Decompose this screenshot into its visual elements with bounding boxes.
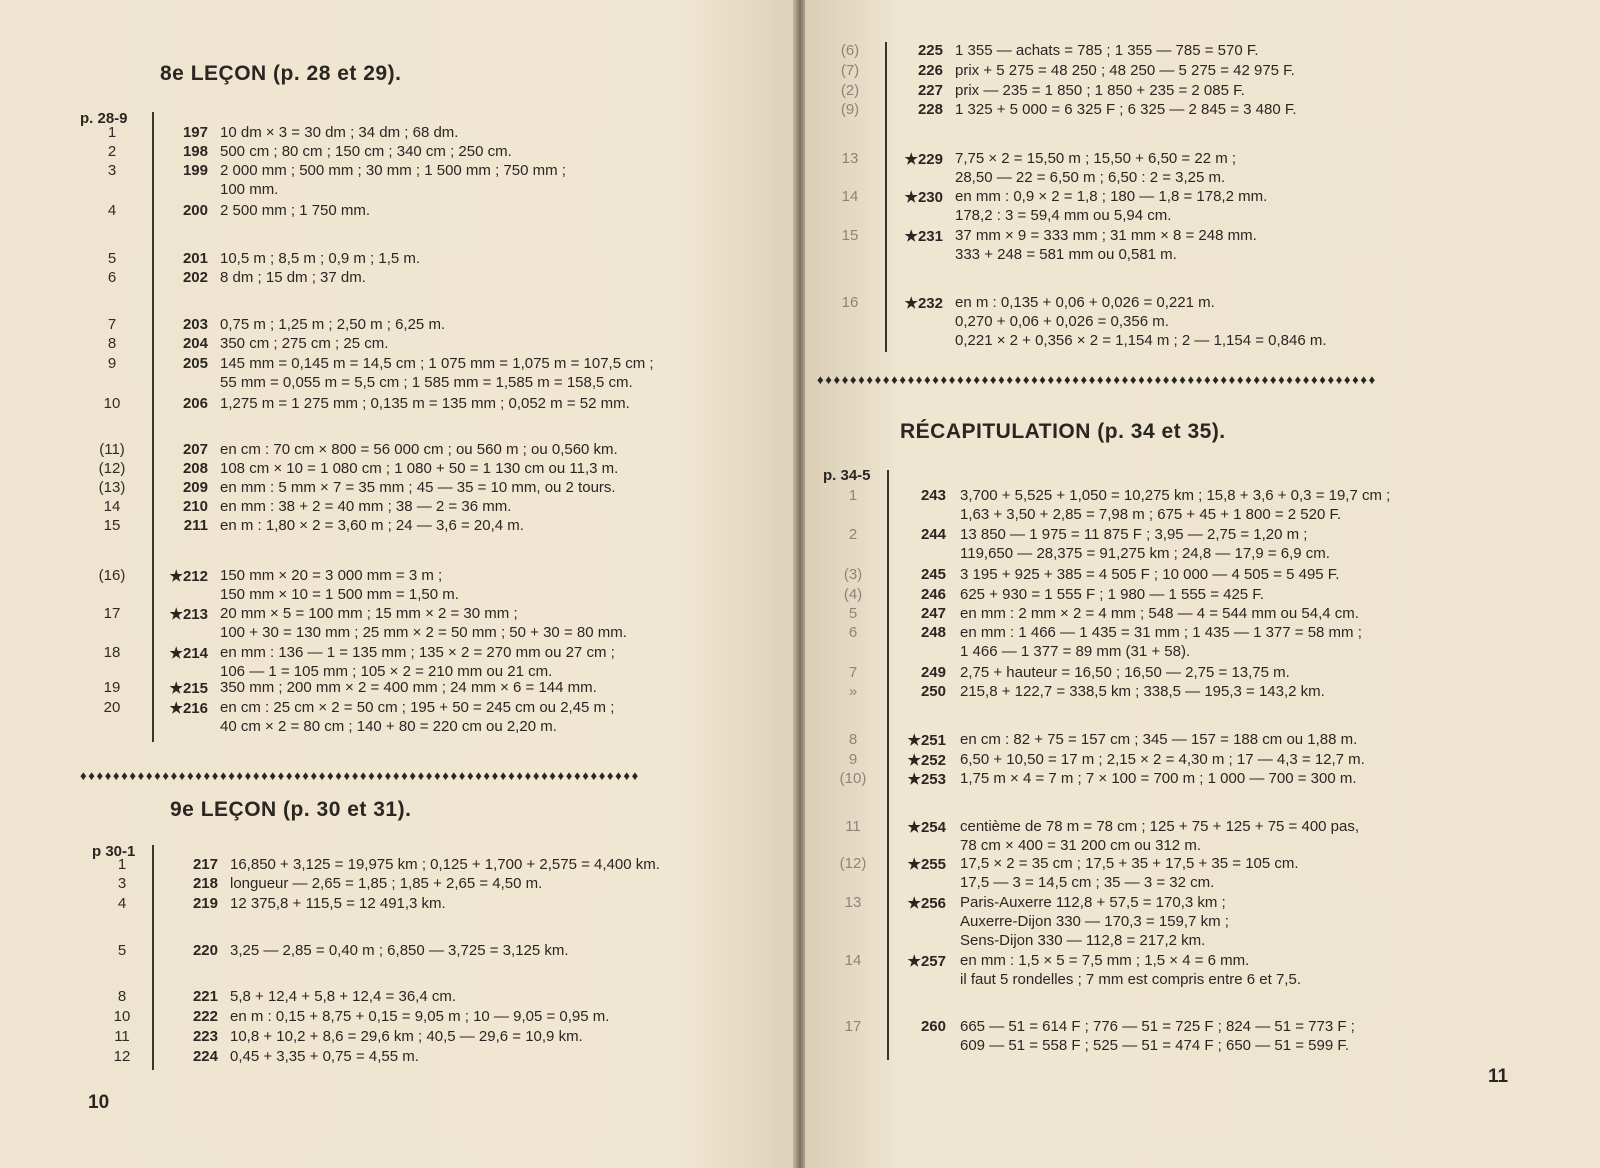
- exercise-number: 5: [117, 942, 127, 959]
- answer-line: 8 dm ; 15 dm ; 37 dm.: [220, 269, 366, 286]
- exercise-number: 1: [107, 124, 117, 141]
- answer-number: 208: [182, 460, 208, 477]
- exercise-number: 19: [103, 679, 121, 696]
- answer-line: 500 cm ; 80 cm ; 150 cm ; 340 cm ; 250 cm.: [220, 143, 512, 160]
- exercise-number: 11: [845, 818, 861, 835]
- answer-line: 17,5 — 3 = 14,5 cm ; 35 — 3 = 32 cm.: [960, 874, 1215, 891]
- answer-line: en cm : 70 cm × 800 = 56 000 cm ; ou 560 m ; ou 0,560 km.: [220, 441, 618, 458]
- answer-line: Sens-Dijon 330 — 112,8 = 217,2 km.: [960, 932, 1206, 949]
- answer-number: ★213: [169, 606, 208, 623]
- exercise-number: (4): [843, 586, 863, 603]
- exercise-number: 9: [848, 751, 858, 768]
- answer-number: ★252: [907, 752, 946, 769]
- answer-line: 2 000 mm ; 500 mm ; 30 mm ; 1 500 mm ; 750 mm ;: [220, 162, 566, 179]
- answer-line: 20 mm × 5 = 100 mm ; 15 mm × 2 = 30 mm ;: [220, 605, 518, 622]
- answer-line: 150 mm × 20 = 3 000 mm = 3 m ;: [220, 567, 443, 584]
- answer-number: 210: [182, 498, 208, 515]
- answer-line: 108 cm × 10 = 1 080 cm ; 1 080 + 50 = 1 130 cm ou 11,3 m.: [220, 460, 619, 477]
- answer-line: 10,5 m ; 8,5 m ; 0,9 m ; 1,5 m.: [220, 250, 421, 267]
- answer-number: 209: [182, 479, 208, 496]
- answer-line: en mm : 2 mm × 2 = 4 mm ; 548 — 4 = 544 mm ou 54,4 cm.: [960, 605, 1359, 622]
- answer-line: prix — 235 = 1 850 ; 1 850 + 235 = 2 085 F.: [955, 82, 1245, 99]
- answer-line: 37 mm × 9 = 333 mm ; 31 mm × 8 = 248 mm.: [955, 227, 1257, 244]
- answer-number: 197: [182, 124, 208, 141]
- answer-number: 203: [182, 316, 208, 333]
- answer-number: 244: [920, 526, 946, 543]
- answer-number: 206: [182, 395, 208, 412]
- answer-number: 218: [192, 875, 218, 892]
- answer-number: 219: [192, 895, 218, 912]
- answer-number: 221: [192, 988, 218, 1005]
- answer-line: 2,75 + hauteur = 16,50 ; 16,50 — 2,75 = 13,75 m.: [960, 664, 1290, 681]
- lesson-8-title: 8e LEÇON (p. 28 et 29).: [160, 62, 402, 85]
- exercise-number: 18: [103, 644, 121, 661]
- exercise-number: »: [848, 683, 858, 700]
- exercise-number: 14: [103, 498, 121, 515]
- exercise-number: 10: [113, 1008, 131, 1025]
- answer-number: ★254: [907, 819, 946, 836]
- answer-number: 207: [182, 441, 208, 458]
- recap-title: RÉCAPITULATION (p. 34 et 35).: [900, 420, 1226, 443]
- answer-line: en cm : 25 cm × 2 = 50 cm ; 195 + 50 = 245 cm ou 2,45 m ;: [220, 699, 615, 716]
- exercise-number: (16): [98, 567, 126, 584]
- answer-number: 250: [920, 683, 946, 700]
- lesson-8-page-ref: p. 28-9: [80, 110, 128, 127]
- page-number-left: 10: [88, 1092, 110, 1113]
- exercise-number: 20: [103, 699, 121, 716]
- answer-number: 205: [182, 355, 208, 372]
- answer-number: 217: [192, 856, 218, 873]
- recap-page-ref: p. 34-5: [823, 467, 871, 484]
- answer-number: 199: [182, 162, 208, 179]
- section-divider: ♦♦♦♦♦♦♦♦♦♦♦♦♦♦♦♦♦♦♦♦♦♦♦♦♦♦♦♦♦♦♦♦♦♦♦♦♦♦♦♦♦♦♦♦♦♦♦♦♦♦♦♦♦♦♦♦♦♦♦♦♦♦♦♦♦♦♦♦: [80, 768, 640, 783]
- answer-line: en mm : 1,5 × 5 = 7,5 mm ; 1,5 × 4 = 6 mm.: [960, 952, 1250, 969]
- answer-line: 1,75 m × 4 = 7 m ; 7 × 100 = 700 m ; 1 000 — 700 = 300 m.: [960, 770, 1357, 787]
- answer-line: prix + 5 275 = 48 250 ; 48 250 — 5 275 = 42 975 F.: [955, 62, 1295, 79]
- answer-line: 625 + 930 = 1 555 F ; 1 980 — 1 555 = 425 F.: [960, 586, 1264, 603]
- answer-line: 350 cm ; 275 cm ; 25 cm.: [220, 335, 389, 352]
- answer-line: en mm : 5 mm × 7 = 35 mm ; 45 — 35 = 10 mm, ou 2 tours.: [220, 479, 616, 496]
- exercise-number: 15: [841, 227, 859, 244]
- answer-line: longueur — 2,65 = 1,85 ; 1,85 + 2,65 = 4,50 m.: [230, 875, 543, 892]
- lesson-9-page-ref: p 30-1: [92, 843, 136, 860]
- exercise-number: 7: [107, 316, 117, 333]
- answer-number: ★251: [907, 732, 946, 749]
- answer-number: 260: [920, 1018, 946, 1035]
- exercise-number: 4: [107, 202, 117, 219]
- answer-number: ★230: [904, 189, 943, 206]
- answer-number: 243: [920, 487, 946, 504]
- page-number-right: 11: [1488, 1066, 1509, 1087]
- lesson-9-title: 9e LEÇON (p. 30 et 31).: [170, 798, 412, 821]
- answer-line: 10 dm × 3 = 30 dm ; 34 dm ; 68 dm.: [220, 124, 459, 141]
- answer-line: en m : 1,80 × 2 = 3,60 m ; 24 — 3,6 = 20,4 m.: [220, 517, 524, 534]
- exercise-number: (2): [840, 82, 860, 99]
- answer-number: 245: [920, 566, 946, 583]
- exercise-number: 8: [107, 335, 117, 352]
- exercise-number: 1: [117, 856, 127, 873]
- exercise-number: (6): [840, 42, 860, 59]
- answer-line: 333 + 248 = 581 mm ou 0,581 m.: [955, 246, 1177, 263]
- lesson-9-column-rule: [152, 845, 154, 1070]
- answer-line: 78 cm × 400 = 31 200 cm ou 312 m.: [960, 837, 1201, 854]
- answer-line: 178,2 : 3 = 59,4 mm ou 5,94 cm.: [955, 207, 1172, 224]
- answer-line: 215,8 + 122,7 = 338,5 km ; 338,5 — 195,3 = 143,2 km.: [960, 683, 1325, 700]
- exercise-number: 6: [107, 269, 117, 286]
- answer-number: 247: [920, 605, 946, 622]
- answer-line: 0,221 × 2 + 0,356 × 2 = 1,154 m ; 2 — 1,154 = 0,846 m.: [955, 332, 1327, 349]
- answer-line: 2 500 mm ; 1 750 mm.: [220, 202, 371, 219]
- answer-line: 1 466 — 1 377 = 89 mm (31 + 58).: [960, 643, 1191, 660]
- section-divider-right: ♦♦♦♦♦♦♦♦♦♦♦♦♦♦♦♦♦♦♦♦♦♦♦♦♦♦♦♦♦♦♦♦♦♦♦♦♦♦♦♦♦♦♦♦♦♦♦♦♦♦♦♦♦♦♦♦♦♦♦♦♦♦♦♦♦♦♦♦: [817, 372, 1377, 387]
- answer-line: 6,50 + 10,50 = 17 m ; 2,15 × 2 = 4,30 m ; 17 — 4,3 = 12,7 m.: [960, 751, 1365, 768]
- exercise-number: 8: [117, 988, 127, 1005]
- answer-line: 145 mm = 0,145 m = 14,5 cm ; 1 075 mm = 1,075 m = 107,5 cm ;: [220, 355, 654, 372]
- answer-line: 3,25 — 2,85 = 0,40 m ; 6,850 — 3,725 = 3,125 km.: [230, 942, 569, 959]
- exercise-number: (10): [839, 770, 867, 787]
- left-page: [0, 0, 795, 1168]
- answer-number: 202: [182, 269, 208, 286]
- answer-line: en mm : 38 + 2 = 40 mm ; 38 — 2 = 36 mm.: [220, 498, 512, 515]
- answer-line: 3,700 + 5,525 + 1,050 = 10,275 km ; 15,8 + 3,6 + 0,3 = 19,7 cm ;: [960, 487, 1391, 504]
- answer-line: 350 mm ; 200 mm × 2 = 400 mm ; 24 mm × 6 = 144 mm.: [220, 679, 597, 696]
- answer-line: en m : 0,15 + 8,75 + 0,15 = 9,05 m ; 10 — 9,05 = 0,95 m.: [230, 1008, 610, 1025]
- exercise-number: 13: [844, 894, 862, 911]
- exercise-number: 5: [848, 605, 858, 622]
- exercise-number: 16: [841, 294, 859, 311]
- right-page: [805, 0, 1600, 1168]
- exercise-number: 6: [848, 624, 858, 641]
- answer-number: 201: [182, 250, 208, 267]
- answer-line: il faut 5 rondelles ; 7 mm est compris entre 6 et 7,5.: [960, 971, 1301, 988]
- answer-line: 12 375,8 + 115,5 = 12 491,3 km.: [230, 895, 446, 912]
- exercise-number: (12): [839, 855, 867, 872]
- answer-line: 5,8 + 12,4 + 5,8 + 12,4 = 36,4 cm.: [230, 988, 456, 1005]
- answer-number: 220: [192, 942, 218, 959]
- answer-line: 3 195 + 925 + 385 = 4 505 F ; 10 000 — 4 505 = 5 495 F.: [960, 566, 1340, 583]
- answer-number: 223: [192, 1028, 218, 1045]
- exercise-number: (3): [843, 566, 863, 583]
- answer-line: Paris-Auxerre 112,8 + 57,5 = 170,3 km ;: [960, 894, 1226, 911]
- answer-number: 222: [192, 1008, 218, 1025]
- answer-number: 200: [182, 202, 208, 219]
- exercise-number: 8: [848, 731, 858, 748]
- exercise-number: (12): [98, 460, 126, 477]
- answer-line: 150 mm × 10 = 1 500 mm = 1,50 m.: [220, 586, 459, 603]
- answer-line: 0,270 + 0,06 + 0,026 = 0,356 m.: [955, 313, 1169, 330]
- exercise-number: 14: [844, 952, 862, 969]
- exercise-number: 17: [103, 605, 121, 622]
- answer-number: ★255: [907, 856, 946, 873]
- answer-line: 100 mm.: [220, 181, 279, 198]
- answer-line: 1,63 + 3,50 + 2,85 = 7,98 m ; 675 + 45 + 1 800 = 2 520 F.: [960, 506, 1342, 523]
- exercise-number: (11): [99, 441, 125, 458]
- exercise-number: 11: [114, 1028, 130, 1045]
- answer-number: 228: [917, 101, 943, 118]
- answer-line: 609 — 51 = 558 F ; 525 — 51 = 474 F ; 650 — 51 = 599 F.: [960, 1037, 1350, 1054]
- answer-number: ★212: [169, 568, 208, 585]
- exercise-number: 7: [848, 664, 858, 681]
- answer-number: ★253: [907, 771, 946, 788]
- answer-number: ★231: [904, 228, 943, 245]
- exercise-number: (9): [840, 101, 860, 118]
- answer-line: 1,275 m = 1 275 mm ; 0,135 m = 135 mm ; 0,052 m = 52 mm.: [220, 395, 630, 412]
- answer-line: 100 + 30 = 130 mm ; 25 mm × 2 = 50 mm ; 50 + 30 = 80 mm.: [220, 624, 627, 641]
- exercise-number: 12: [113, 1048, 131, 1065]
- exercise-number: 3: [107, 162, 117, 179]
- exercise-number: 13: [841, 150, 859, 167]
- exercise-number: (13): [98, 479, 126, 496]
- answer-number: 211: [183, 517, 208, 534]
- answer-line: 40 cm × 2 = 80 cm ; 140 + 80 = 220 cm ou 2,20 m.: [220, 718, 557, 735]
- answer-number: ★216: [169, 700, 208, 717]
- answer-line: 10,8 + 10,2 + 8,6 = 29,6 km ; 40,5 — 29,6 = 10,9 km.: [230, 1028, 583, 1045]
- answer-number: ★214: [169, 645, 208, 662]
- exercise-number: 9: [107, 355, 117, 372]
- answer-line: 1 355 — achats = 785 ; 1 355 — 785 = 570 F.: [955, 42, 1259, 59]
- answer-line: 119,650 — 28,375 = 91,275 km ; 24,8 — 17,9 = 6,9 cm.: [960, 545, 1330, 562]
- answer-number: 226: [917, 62, 943, 79]
- answer-number: 249: [920, 664, 946, 681]
- exercise-number: 1: [848, 487, 858, 504]
- answer-line: 7,75 × 2 = 15,50 m ; 15,50 + 6,50 = 22 m ;: [955, 150, 1237, 167]
- answer-number: ★256: [907, 895, 946, 912]
- exercise-number: 4: [117, 895, 127, 912]
- answer-number: 225: [917, 42, 943, 59]
- exercise-number: (7): [840, 62, 860, 79]
- exercise-number: 3: [117, 875, 127, 892]
- answer-number: ★229: [904, 151, 943, 168]
- exercise-number: 10: [103, 395, 121, 412]
- answer-number: 204: [182, 335, 208, 352]
- answer-line: Auxerre-Dijon 330 — 170,3 = 159,7 km ;: [960, 913, 1229, 930]
- answer-line: en mm : 0,9 × 2 = 1,8 ; 180 — 1,8 = 178,2 mm.: [955, 188, 1268, 205]
- answer-line: en m : 0,135 + 0,06 + 0,026 = 0,221 m.: [955, 294, 1215, 311]
- answer-line: 106 — 1 = 105 mm ; 105 × 2 = 210 mm ou 21 cm.: [220, 663, 553, 680]
- exercise-number: 15: [103, 517, 121, 534]
- exercise-number: 2: [107, 143, 117, 160]
- answer-line: 17,5 × 2 = 35 cm ; 17,5 + 35 + 17,5 + 35 = 105 cm.: [960, 855, 1299, 872]
- answer-number: 198: [182, 143, 208, 160]
- answer-line: en mm : 136 — 1 = 135 mm ; 135 × 2 = 270 mm ou 27 cm ;: [220, 644, 615, 661]
- answer-line: en mm : 1 466 — 1 435 = 31 mm ; 1 435 — 1 377 = 58 mm ;: [960, 624, 1362, 641]
- answer-line: 13 850 — 1 975 = 11 875 F ; 3,95 — 2,75 = 1,20 m ;: [960, 526, 1308, 543]
- answer-line: 665 — 51 = 614 F ; 776 — 51 = 725 F ; 824 — 51 = 773 F ;: [960, 1018, 1355, 1035]
- answer-number: 224: [192, 1048, 218, 1065]
- answer-line: en cm : 82 + 75 = 157 cm ; 345 — 157 = 188 cm ou 1,88 m.: [960, 731, 1358, 748]
- answer-line: 0,75 m ; 1,25 m ; 2,50 m ; 6,25 m.: [220, 316, 446, 333]
- exercise-number: 17: [844, 1018, 862, 1035]
- answer-number: ★257: [907, 953, 946, 970]
- answer-number: 227: [917, 82, 943, 99]
- answer-number: ★232: [904, 295, 943, 312]
- answer-line: 1 325 + 5 000 = 6 325 F ; 6 325 — 2 845 = 3 480 F.: [955, 101, 1297, 118]
- answer-number: 248: [920, 624, 946, 641]
- answer-line: 55 mm = 0,055 m = 5,5 cm ; 1 585 mm = 1,585 m = 158,5 cm.: [220, 374, 633, 391]
- answer-line: 16,850 + 3,125 = 19,975 km ; 0,125 + 1,700 + 2,575 = 4,400 km.: [230, 856, 660, 873]
- answer-line: 28,50 — 22 = 6,50 m ; 6,50 : 2 = 3,25 m.: [955, 169, 1226, 186]
- answer-line: 0,45 + 3,35 + 0,75 = 4,55 m.: [230, 1048, 419, 1065]
- answer-line: centième de 78 m = 78 cm ; 125 + 75 + 125 + 75 = 400 pas,: [960, 818, 1360, 835]
- answer-number: ★215: [169, 680, 208, 697]
- answer-number: 246: [920, 586, 946, 603]
- exercise-number: 2: [848, 526, 858, 543]
- exercise-number: 5: [107, 250, 117, 267]
- exercise-number: 14: [841, 188, 859, 205]
